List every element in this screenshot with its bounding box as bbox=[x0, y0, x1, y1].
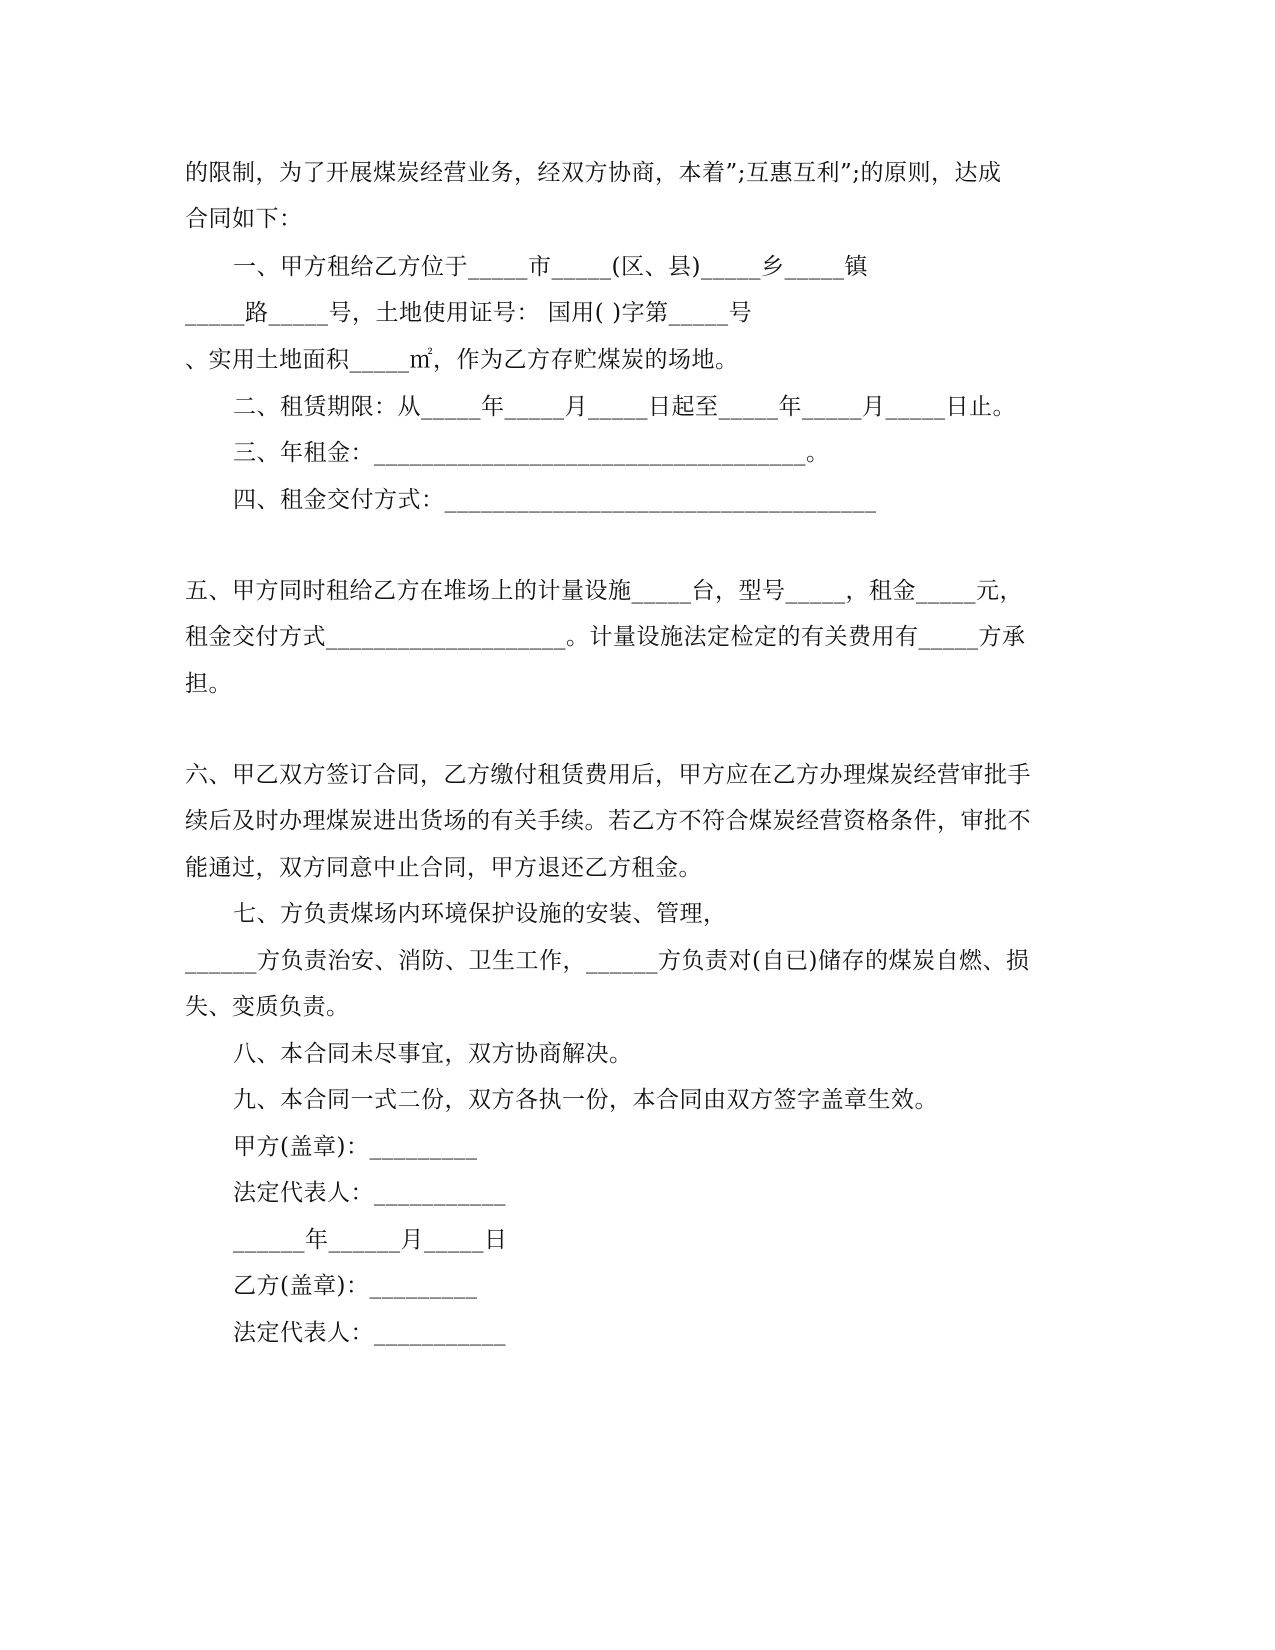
text-line: 合同如下： bbox=[185, 206, 303, 232]
party-b-seal-line: 乙方(盖章)：_________ bbox=[233, 1273, 478, 1299]
clause-1-line: 一、甲方租给乙方位于_____市_____(区、县)_____乡_____镇 bbox=[233, 254, 868, 280]
text-line: ______方负责治安、消防、卫生工作，______方负责对(自已)储存的煤炭自燃、损 bbox=[185, 948, 1030, 974]
clause-2-line: 二、租赁期限：从_____年_____月_____日起至_____年_____月_____日止。 bbox=[233, 394, 1016, 420]
clause-9-line: 九、本合同一式二份，双方各执一份，本合同由双方签字盖章生效。 bbox=[233, 1087, 938, 1113]
text-line: 担。 bbox=[185, 671, 232, 697]
text-line: 能通过，双方同意中止合同，甲方退还乙方租金。 bbox=[185, 855, 702, 881]
date-line: ______年______月_____日 bbox=[233, 1227, 508, 1253]
text-line: 租金交付方式____________________。计量设施法定检定的有关费用有_____方承 bbox=[185, 624, 1026, 650]
party-a-seal-line: 甲方(盖章)：_________ bbox=[233, 1134, 478, 1160]
text-line: 的限制，为了开展煤炭经营业务，经双方协商，本着”;互惠互利”;的原则，达成 bbox=[185, 160, 1002, 186]
clause-4-line: 四、租金交付方式：____________________________________ bbox=[233, 487, 877, 513]
clause-5-line: 五、甲方同时租给乙方在堆场上的计量设施_____台，型号_____，租金_____元， bbox=[185, 578, 1023, 604]
text-line: 失、变质负责。 bbox=[185, 994, 350, 1020]
clause-3-line: 三、年租金：____________________________________。 bbox=[233, 440, 830, 466]
text-line: 续后及时办理煤炭进出货场的有关手续。若乙方不符合煤炭经营资格条件，审批不 bbox=[185, 808, 1031, 834]
clause-6-line: 六、甲乙双方签订合同，乙方缴付租赁费用后，甲方应在乙方办理煤炭经营审批手 bbox=[185, 762, 1031, 788]
clause-8-line: 八、本合同未尽事宜，双方协商解决。 bbox=[233, 1041, 633, 1067]
clause-7-line: 七、方负责煤场内环境保护设施的安装、管理， bbox=[233, 901, 727, 927]
party-a-representative-line: 法定代表人：___________ bbox=[233, 1180, 506, 1206]
text-line: 、实用土地面积_____㎡，作为乙方存贮煤炭的场地。 bbox=[185, 347, 739, 373]
text-line: _____路_____号，土地使用证号： 国用( )字第_____号 bbox=[185, 300, 753, 326]
party-b-representative-line: 法定代表人：___________ bbox=[233, 1320, 506, 1346]
